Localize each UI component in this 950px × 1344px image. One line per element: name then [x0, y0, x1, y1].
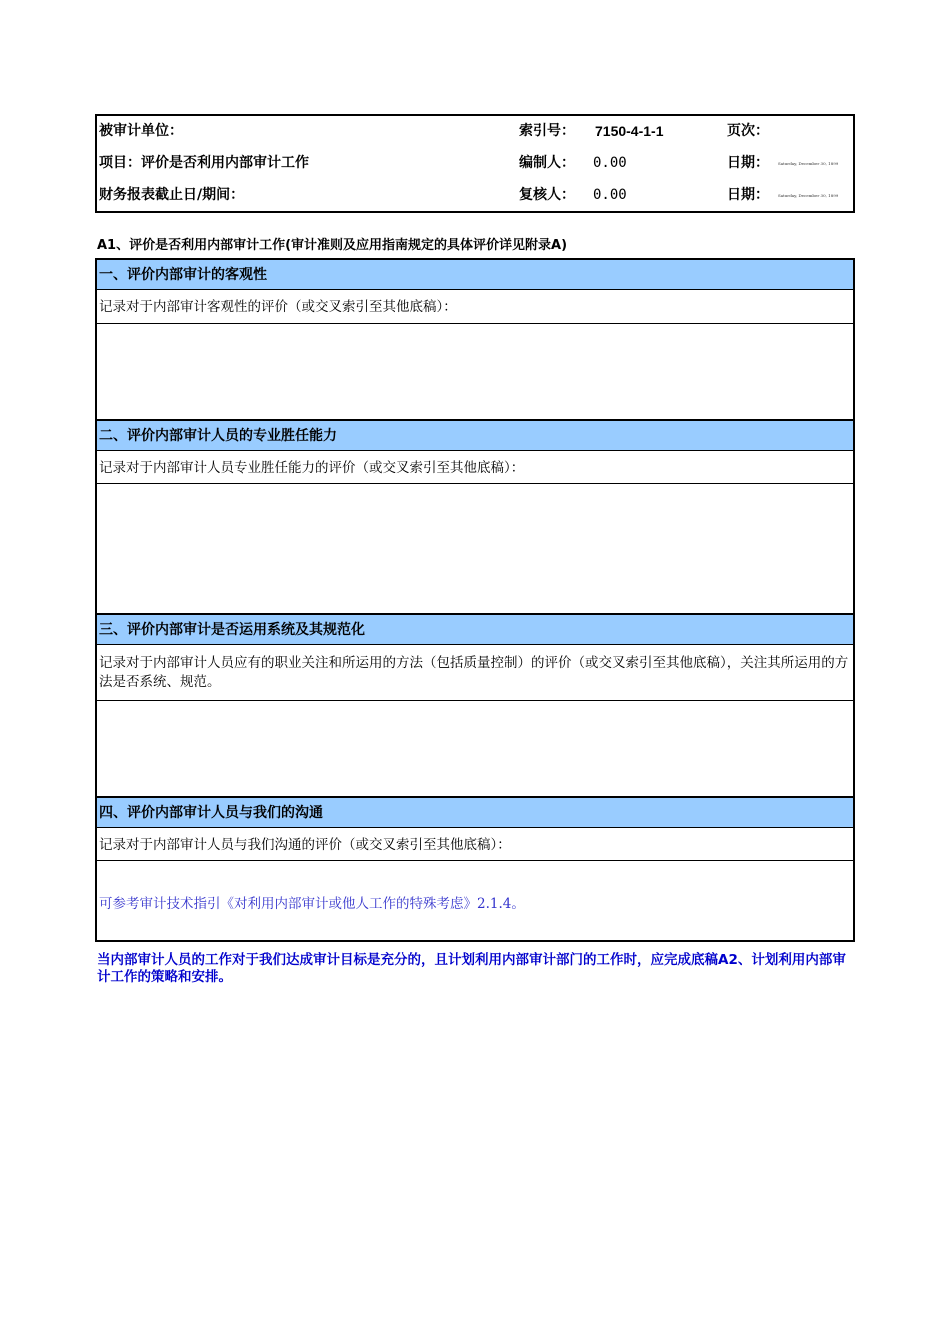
reviewer-value: 0.00: [593, 187, 627, 203]
index-label: 索引号：: [519, 123, 575, 139]
section-1-note: 记录对于内部审计客观性的评价（或交叉索引至其他底稿）：: [97, 291, 853, 324]
section-3-entry-area[interactable]: [97, 702, 853, 796]
section-4-note: 记录对于内部审计人员与我们沟通的评价（或交叉索引至其他底稿）：: [97, 829, 853, 861]
section-4-header: 四、评价内部审计人员与我们的沟通: [97, 798, 853, 828]
prepared-date-label: 日期：: [727, 155, 769, 171]
reviewed-date-value: Saturday, December 30, 1899: [778, 193, 839, 198]
section-3-note: 记录对于内部审计人员应有的职业关注和所运用的方法（包括质量控制）的评价（或交叉索引至其他底稿），关注其所运用的方法是否系统、规范。: [97, 646, 853, 701]
header-info-box: [95, 114, 855, 213]
project-label: 项目：评价是否利用内部审计工作: [99, 155, 309, 171]
header-row-period: [97, 180, 853, 211]
bottom-note: 当内部审计人员的工作对于我们达成审计目标是充分的，且计划利用内部审计部门的工作时，应完成底稿A2、计划利用内部审计工作的策略和安排。: [97, 952, 846, 985]
header-row-unit: [97, 116, 853, 147]
section-title: A1、评价是否利用内部审计工作(审计准则及应用指南规定的具体评价详见附录A): [97, 238, 568, 253]
evaluation-box: [95, 258, 855, 942]
period-label: 财务报表截止日/期间：: [99, 187, 245, 203]
section-4-entry-area[interactable]: [97, 862, 853, 940]
prepared-date-value: Saturday, December 30, 1899: [778, 161, 839, 166]
section-1-header: 一、评价内部审计的客观性: [97, 260, 853, 290]
preparer-label: 编制人：: [519, 155, 575, 171]
reference-link[interactable]: 可参考审计技术指引《对利用内部审计或他人工作的特殊考虑》2.1.4。: [99, 896, 525, 912]
page-label: 页次：: [727, 123, 769, 139]
reviewer-label: 复核人：: [519, 187, 575, 203]
section-2-header: 二、评价内部审计人员的专业胜任能力: [97, 421, 853, 451]
header-row-project: [97, 148, 853, 179]
section-1-entry-area[interactable]: [97, 325, 853, 419]
audited-unit-label: 被审计单位：: [99, 123, 183, 139]
section-2-note: 记录对于内部审计人员专业胜任能力的评价（或交叉索引至其他底稿）：: [97, 452, 853, 484]
section-2-entry-area[interactable]: [97, 485, 853, 613]
section-3-header: 三、评价内部审计是否运用系统及其规范化: [97, 615, 853, 645]
reviewed-date-label: 日期：: [727, 187, 769, 203]
preparer-value: 0.00: [593, 155, 627, 171]
index-value: 7150-4-1-1: [595, 123, 664, 139]
